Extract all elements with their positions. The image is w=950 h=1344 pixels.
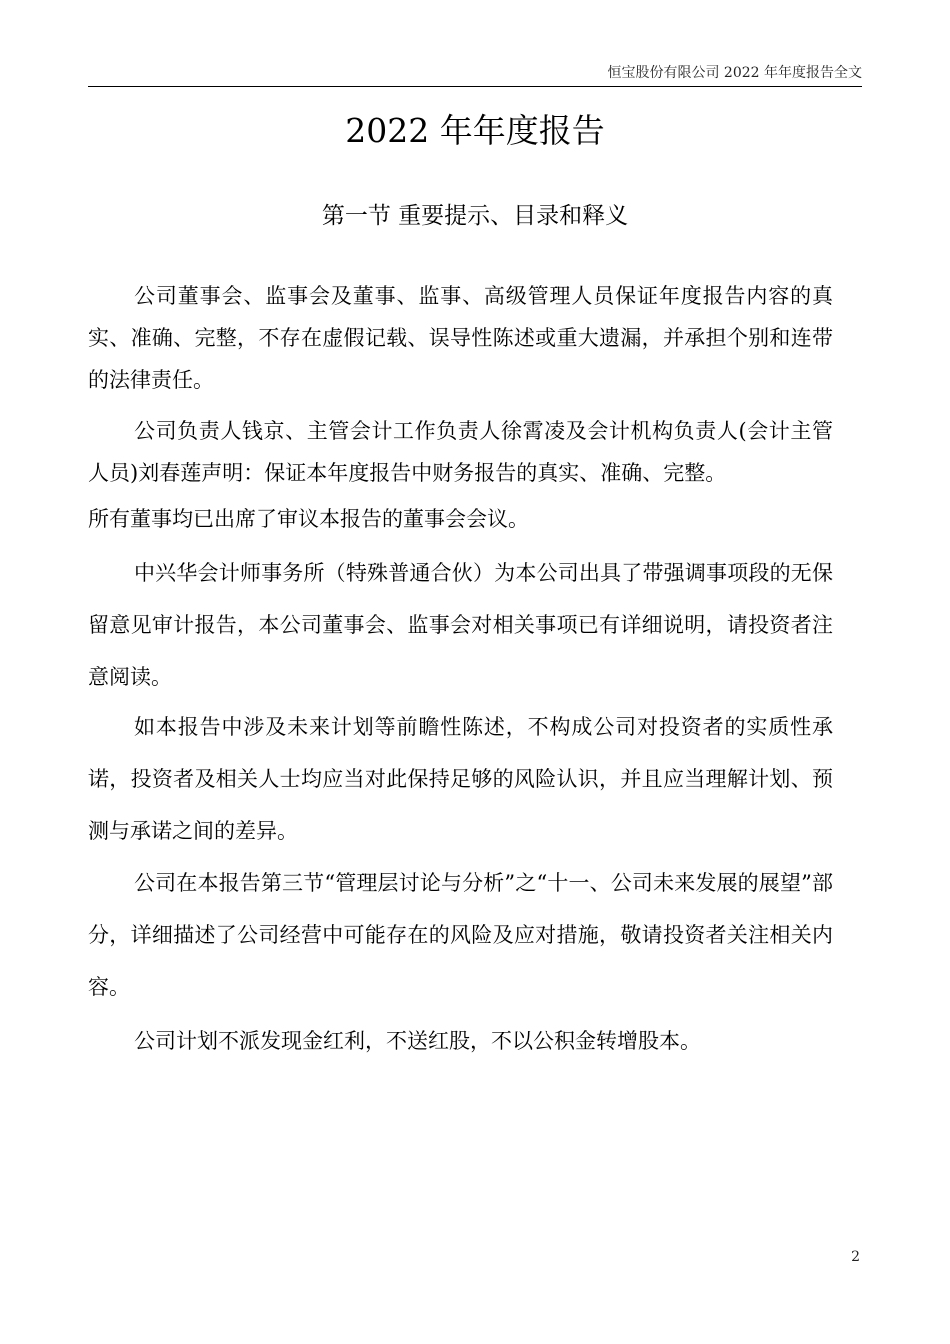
paragraph-officers-declaration: 公司负责人钱京、主管会计工作负责人徐霄凌及会计机构负责人(会计主管人员)刘春莲声明：保证本年度报告中财务报告的真实、准确、完整。 — [88, 419, 833, 485]
paragraph-audit-opinion: 中兴华会计师事务所（特殊普通合伙）为本公司出具了带强调事项段的无保留意见审计报告，本公司董事会、监事会对相关事项已有详细说明，请投资者注意阅读。 — [88, 561, 833, 689]
section-title: 第一节 重要提示、目录和释义 — [321, 203, 629, 229]
page-number: 2 — [851, 1249, 860, 1265]
running-header: 恒宝股份有限公司 2022 年年度报告全文 — [607, 65, 862, 81]
paragraph-responsibility-statement: 公司董事会、监事会及董事、监事、高级管理人员保证年度报告内容的真实、准确、完整，不存在虚假记载、误导性陈述或重大遗漏，并承担个别和连带的法律责任。 — [88, 284, 833, 392]
paragraph-dividend-plan: 公司计划不派发现金红利，不送红股，不以公积金转增股本。 — [134, 1029, 701, 1053]
paragraph-forward-looking: 如本报告中涉及未来计划等前瞻性陈述，不构成公司对投资者的实质性承诺，投资者及相关人士均应当对此保持足够的风险认识，并且应当理解计划、预测与承诺之间的差异。 — [88, 715, 833, 843]
paragraph-risk-reference: 公司在本报告第三节“管理层讨论与分析”之“十一、公司未来发展的展望”部分，详细描述了公司经营中可能存在的风险及应对措施，敬请投资者关注相关内容。 — [88, 871, 833, 999]
document-title: 2022 年年度报告 — [345, 111, 605, 150]
header-divider — [88, 86, 862, 87]
paragraph-board-attendance: 所有董事均已出席了审议本报告的董事会会议。 — [88, 507, 529, 531]
